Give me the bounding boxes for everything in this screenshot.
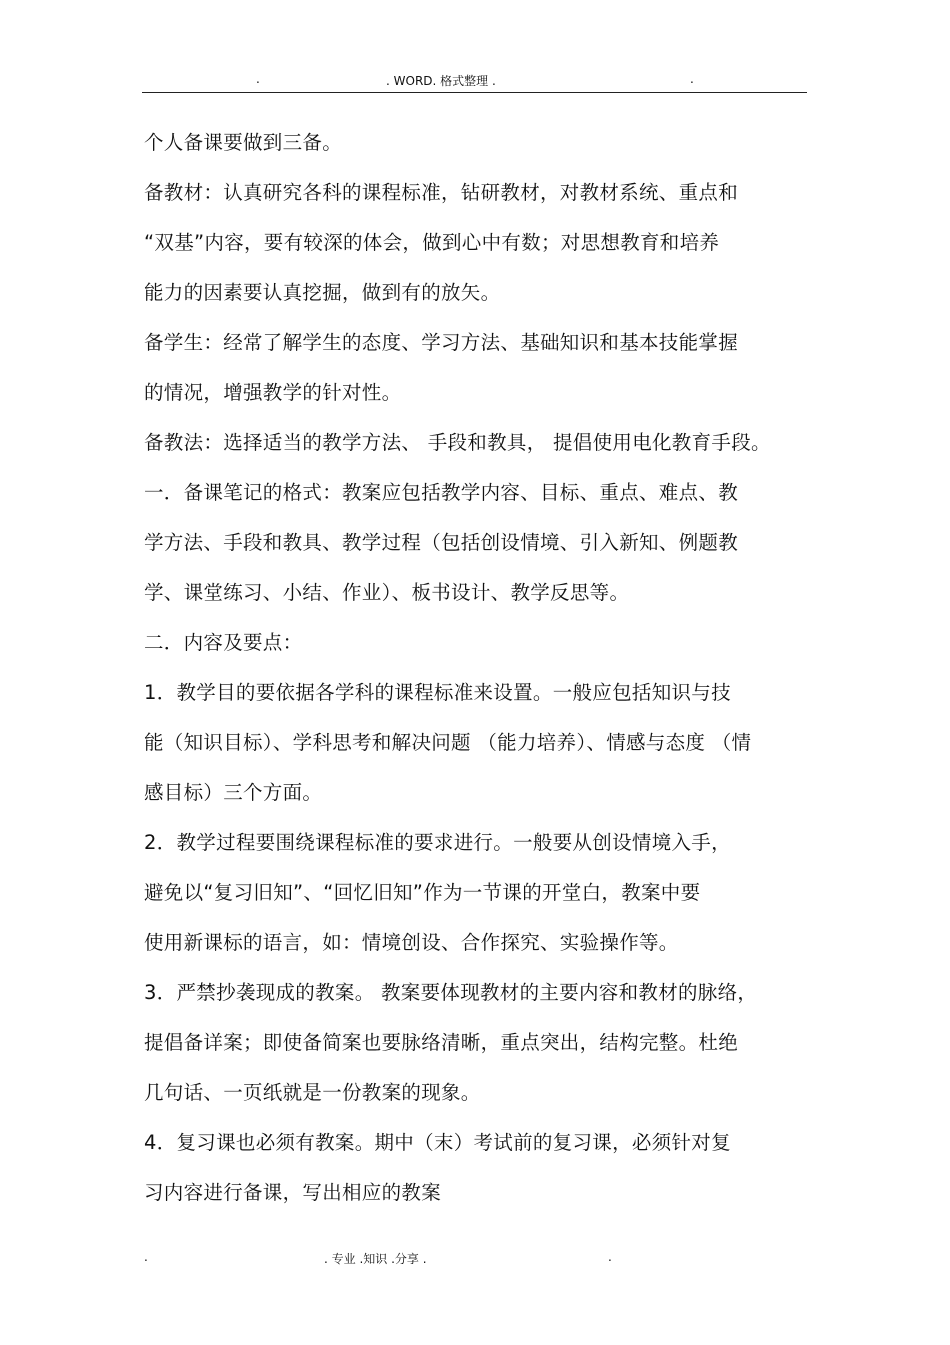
paragraph-line: 感目标）三个方面。 [144,781,323,804]
paragraph-line: 学、课堂练习、小结、作业）、板书设计、教学反思等。 [144,581,630,604]
footer-right-mark: . [608,1250,612,1264]
paragraph-line: 一．备课笔记的格式：教案应包括教学内容、目标、重点、难点、教 [144,481,739,504]
paragraph-line: 避免以“复习旧知”、“回忆旧知”作为一节课的开堂白，教案中要 [144,881,701,904]
paragraph-line: 能（知识目标）、学科思考和解决问题 （能力培养）、情感与态度 （情 [144,731,752,754]
paragraph-line: 备教材：认真研究各科的课程标准，钻研教材，对教材系统、重点和 [144,181,739,204]
header-left-mark: . [256,72,260,86]
paragraph-line: 的情况，增强教学的针对性。 [144,381,402,404]
paragraph-line: 2．教学过程要围绕课程标准的要求进行。一般要从创设情境入手， [144,831,731,854]
paragraph-line: 能力的因素要认真挖掘，做到有的放矢。 [144,281,501,304]
header-right-mark: . [690,72,694,86]
paragraph-line: 学方法、手段和教具、教学过程（包括创设情境、引入新知、例题教 [144,531,739,554]
paragraph-line: 备学生：经常了解学生的态度、学习方法、基础知识和基本技能掌握 [144,331,739,354]
paragraph-line: 个人备课要做到三备。 [144,131,343,154]
paragraph-line: 1．教学目的要依据各学科的课程标准来设置。一般应包括知识与技 [144,681,731,704]
document-body [144,118,814,1218]
page-footer [142,1250,807,1270]
paragraph-line: 二．内容及要点： [144,631,303,654]
paragraph-line: 几句话、一页纸就是一份教案的现象。 [144,1081,481,1104]
paragraph-line: 4．复习课也必须有教案。期中（末）考试前的复习课，必须针对复 [144,1131,731,1154]
footer-text: . 专业 .知识 .分享 . [324,1252,427,1266]
paragraph-line: 提倡备详案；即使备简案也要脉络清晰，重点突出，结构完整。杜绝 [144,1031,739,1054]
paragraph-line: “双基”内容，要有较深的体会，做到心中有数；对思想教育和培养 [144,231,720,254]
header-title: . WORD. 格式整理 . [386,74,496,88]
page-header [142,68,807,93]
paragraph-line: 备教法：选择适当的教学方法、 手段和教具， 提倡使用电化教育手段。 [144,431,771,454]
paragraph-line: 使用新课标的语言，如：情境创设、合作探究、实验操作等。 [144,931,679,954]
paragraph-line: 3．严禁抄袭现成的教案。 教案要体现教材的主要内容和教材的脉络， [144,981,758,1004]
footer-left-mark: . [144,1250,148,1264]
paragraph-line: 习内容进行备课，写出相应的教案 [144,1181,442,1204]
